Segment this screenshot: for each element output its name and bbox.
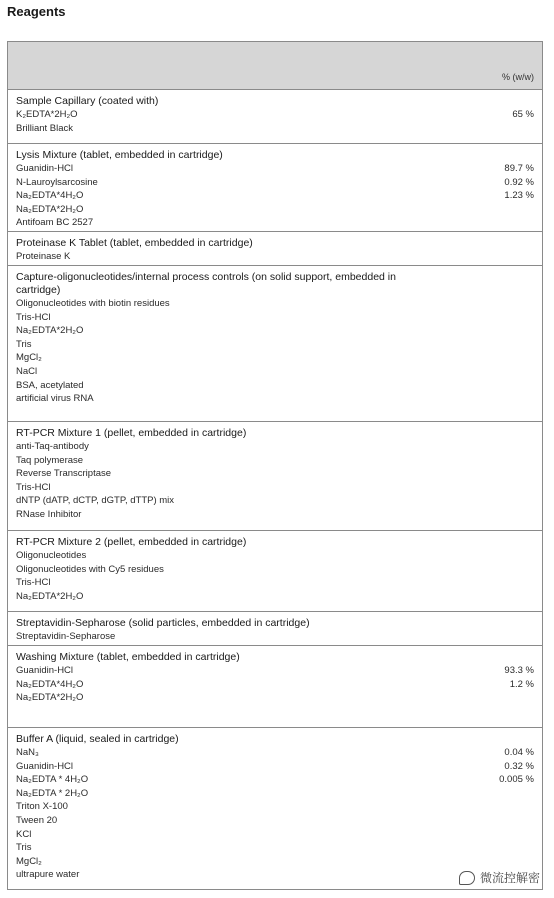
component-row (16, 189, 534, 203)
component-name: Na₂EDTA * 4H₂O (16, 774, 89, 786)
section-title: Streptavidin-Sepharose (solid particles, embedded in cartridge) (16, 617, 310, 629)
component-name: NaCl (16, 365, 38, 377)
component-name: Brilliant Black (16, 122, 74, 134)
component-row (16, 392, 534, 406)
component-row (16, 467, 534, 481)
component-name: Na₂EDTA*4H₂O (16, 190, 84, 202)
component-name: MgCl₂ (16, 352, 42, 364)
reagent-section (8, 531, 542, 612)
watermark-text: 微流控解密 (479, 871, 540, 885)
component-name: Na₂EDTA*2H₂O (16, 203, 84, 215)
component-row (16, 324, 534, 338)
watermark (459, 869, 540, 886)
table-body (8, 90, 542, 882)
component-name: Taq polymerase (16, 454, 84, 466)
component-name: NaN₃ (16, 747, 39, 758)
component-row (16, 481, 534, 495)
component-row (16, 773, 534, 787)
component-name: dNTP (dATP, dCTP, dGTP, dTTP) mix (16, 495, 175, 507)
component-percent: 0.32 % (504, 760, 534, 772)
component-percent: 1.2 % (509, 678, 534, 690)
reagent-section (8, 90, 542, 144)
component-row (16, 800, 534, 814)
component-name: Tween 20 (16, 814, 58, 826)
component-row (16, 549, 534, 563)
component-row (16, 868, 534, 882)
component-name: Oligonucleotides (16, 550, 87, 561)
component-percent: 65 % (512, 109, 534, 120)
reagent-section (8, 646, 542, 728)
reagent-section (8, 232, 542, 266)
component-row (16, 365, 534, 379)
wechat-icon (459, 871, 475, 885)
component-name: Guanidin-HCl (16, 665, 74, 676)
component-name: MgCl₂ (16, 855, 42, 867)
component-row (16, 454, 534, 468)
component-row (16, 508, 534, 522)
component-name: anti-Taq-antibody (16, 441, 89, 452)
reagent-section (8, 266, 542, 422)
component-row (16, 855, 534, 869)
table-header (8, 42, 542, 90)
component-row (16, 828, 534, 842)
component-name: Guanidin-HCl (16, 760, 74, 772)
page-title: Reagents (7, 4, 66, 19)
component-row (16, 250, 534, 264)
component-row (16, 787, 534, 801)
component-name: Reverse Transcriptase (16, 468, 112, 480)
reagent-section (8, 728, 542, 882)
component-name: Antifoam BC 2527 (16, 217, 94, 229)
component-percent: 1.23 % (504, 190, 534, 202)
component-name: Guanidin-HCl (16, 163, 74, 174)
reagent-section (8, 144, 542, 232)
component-row (16, 108, 534, 122)
component-row (16, 664, 534, 678)
component-row (16, 494, 534, 508)
section-title: RT-PCR Mixture 1 (pellet, embedded in cartridge) (16, 427, 247, 439)
component-row (16, 216, 534, 230)
component-row (16, 379, 534, 393)
component-name: BSA, acetylated (16, 379, 84, 391)
component-percent: 0.04 % (504, 747, 534, 758)
component-name: Na₂EDTA*2H₂O (16, 325, 84, 337)
component-percent: 89.7 % (504, 163, 534, 174)
component-row (16, 122, 534, 136)
component-name: RNase Inhibitor (16, 508, 82, 520)
component-name: ultrapure water (16, 869, 80, 881)
component-row (16, 297, 534, 311)
section-title: Capture-oligonucleotides/internal process controls (on solid support, embedded in cartridge) (16, 271, 396, 296)
component-name: Tris-HCl (16, 577, 51, 589)
component-name: Tris-HCl (16, 311, 51, 323)
component-name: Proteinase K (16, 251, 71, 262)
component-row (16, 760, 534, 774)
section-title: Washing Mixture (tablet, embedded in cartridge) (16, 651, 240, 663)
component-name: Oligonucleotides with Cy5 residues (16, 563, 164, 575)
component-row (16, 176, 534, 190)
component-name: Na₂EDTA * 2H₂O (16, 787, 89, 799)
component-row (16, 590, 534, 604)
component-percent: 0.005 % (499, 774, 534, 786)
component-row (16, 630, 534, 644)
component-name: Tris (16, 842, 32, 854)
component-name: Tris (16, 338, 32, 350)
component-row (16, 691, 534, 705)
reagent-section (8, 422, 542, 531)
component-row (16, 162, 534, 176)
component-name: Na₂EDTA*2H₂O (16, 590, 84, 602)
reagents-table (7, 41, 543, 890)
component-name: artificial virus RNA (16, 393, 94, 405)
component-name: Triton X-100 (16, 801, 68, 813)
component-row (16, 311, 534, 325)
component-row (16, 440, 534, 454)
component-name: N-Lauroylsarcosine (16, 176, 98, 188)
component-row (16, 338, 534, 352)
section-title: Proteinase K Tablet (tablet, embedded in cartridge) (16, 237, 253, 249)
component-row (16, 746, 534, 760)
component-name: Na₂EDTA*2H₂O (16, 692, 84, 704)
component-name: Na₂EDTA*4H₂O (16, 678, 84, 690)
component-row (16, 576, 534, 590)
component-percent: 0.92 % (504, 176, 534, 188)
component-name: KCl (16, 828, 32, 840)
component-row (16, 203, 534, 217)
component-name: K₂EDTA*2H₂O (16, 109, 78, 120)
section-title: RT-PCR Mixture 2 (pellet, embedded in cartridge) (16, 536, 247, 548)
component-row (16, 841, 534, 855)
component-name: Oligonucleotides with biotin residues (16, 298, 170, 309)
reagent-section (8, 612, 542, 646)
section-title: Sample Capillary (coated with) (16, 95, 159, 107)
section-title: Buffer A (liquid, sealed in cartridge) (16, 733, 179, 745)
column-header-percent: % (w/w) (502, 72, 534, 82)
component-name: Tris-HCl (16, 481, 51, 493)
component-row (16, 678, 534, 692)
component-row (16, 563, 534, 577)
component-row (16, 814, 534, 828)
section-title: Lysis Mixture (tablet, embedded in cartridge) (16, 149, 223, 161)
component-row (16, 351, 534, 365)
component-percent: 93.3 % (504, 665, 534, 676)
component-name: Streptavidin-Sepharose (16, 631, 116, 642)
